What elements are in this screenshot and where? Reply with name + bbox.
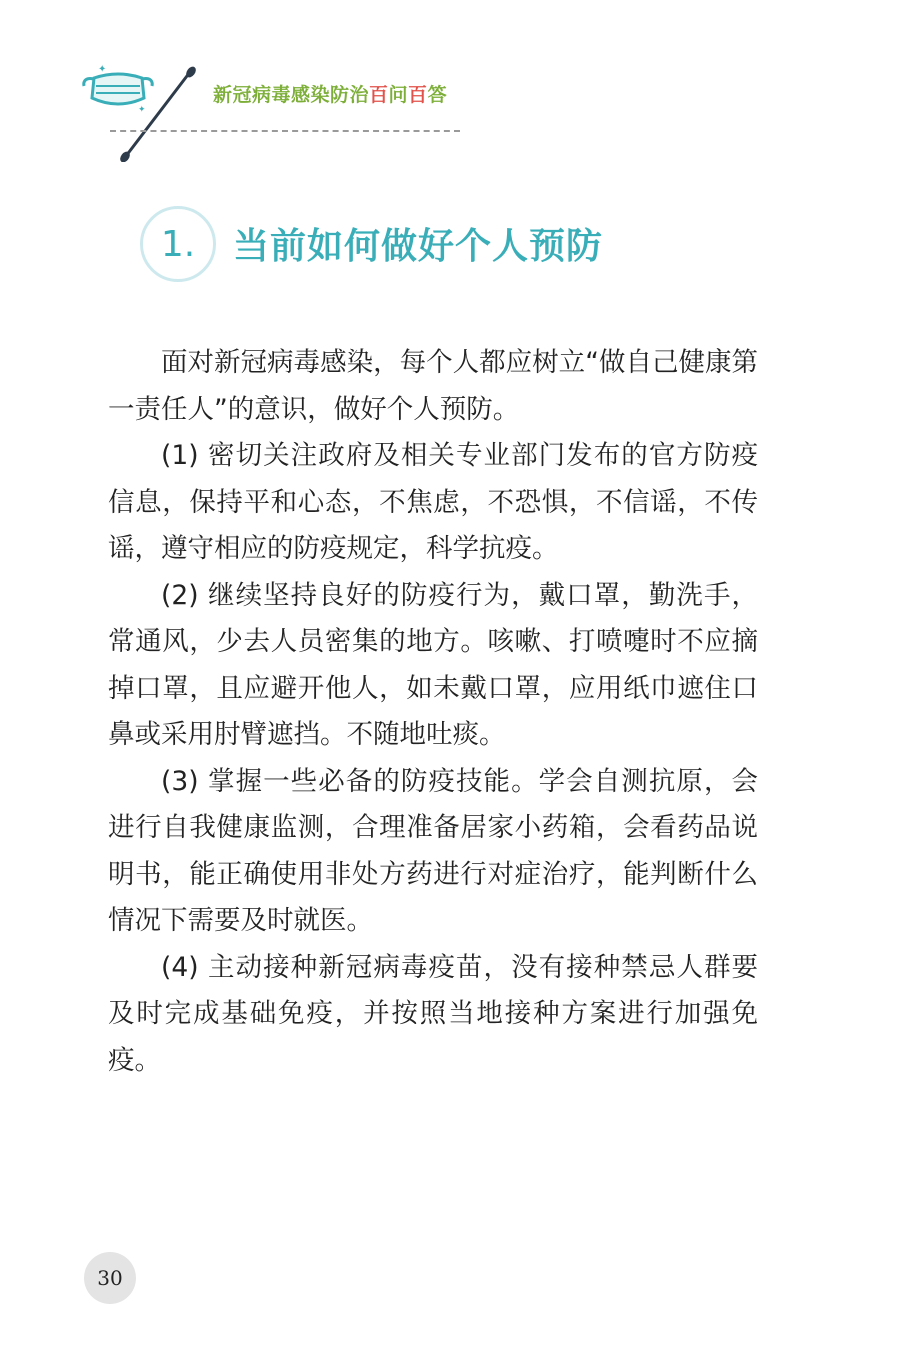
question-number: 1.	[160, 223, 196, 265]
question-number-badge	[140, 206, 216, 282]
running-header-title	[213, 80, 447, 107]
swab-icon	[112, 66, 202, 162]
answer-body	[108, 340, 758, 1084]
paragraph-item-3: (3) 掌握一些必备的防疫技能。学会自测抗原，会进行自我健康监测，合理准备居家小药箱，会看药品说明书，能正确使用非处方药进行对症治疗，能判断什么情况下需要及时就医。	[108, 765, 758, 936]
page-number: 30	[97, 1266, 123, 1290]
header-title-wen: 问	[388, 84, 409, 106]
header-title-bai1: 百	[369, 84, 389, 106]
page-number-badge	[84, 1252, 136, 1304]
svg-text:✦: ✦	[138, 105, 146, 115]
paragraph-intro: 面对新冠病毒感染，每个人都应树立“做自己健康第一责任人”的意识，做好个人预防。	[108, 347, 758, 425]
header-title-prefix: 新冠病毒感染防治	[213, 84, 370, 106]
paragraph-item-2: (2) 继续坚持良好的防疫行为，戴口罩，勤洗手，常通风，少去人员密集的地方。咳嗽、打喷嚏时不应摘掉口罩，且应避开他人，如未戴口罩，应用纸巾遮住口鼻或采用肘臂遮挡。不随地吐痰。	[108, 579, 758, 750]
header-title-bai2: 百	[408, 84, 428, 106]
header-dashed-divider	[110, 130, 460, 132]
header-title-da: 答	[427, 84, 448, 106]
svg-text:✦: ✦	[98, 64, 107, 75]
paragraph-item-1: (1) 密切关注政府及相关专业部门发布的官方防疫信息，保持平和心态，不焦虑，不恐惧，不信谣，不传谣，遵守相应的防疫规定，科学抗疫。	[108, 440, 758, 564]
paragraph-item-4: (4) 主动接种新冠病毒疫苗，没有接种禁忌人群要及时完成基础免疫，并按照当地接种方案进行加强免疫。	[108, 951, 758, 1076]
question-title: 当前如何做好个人预防	[233, 226, 604, 267]
